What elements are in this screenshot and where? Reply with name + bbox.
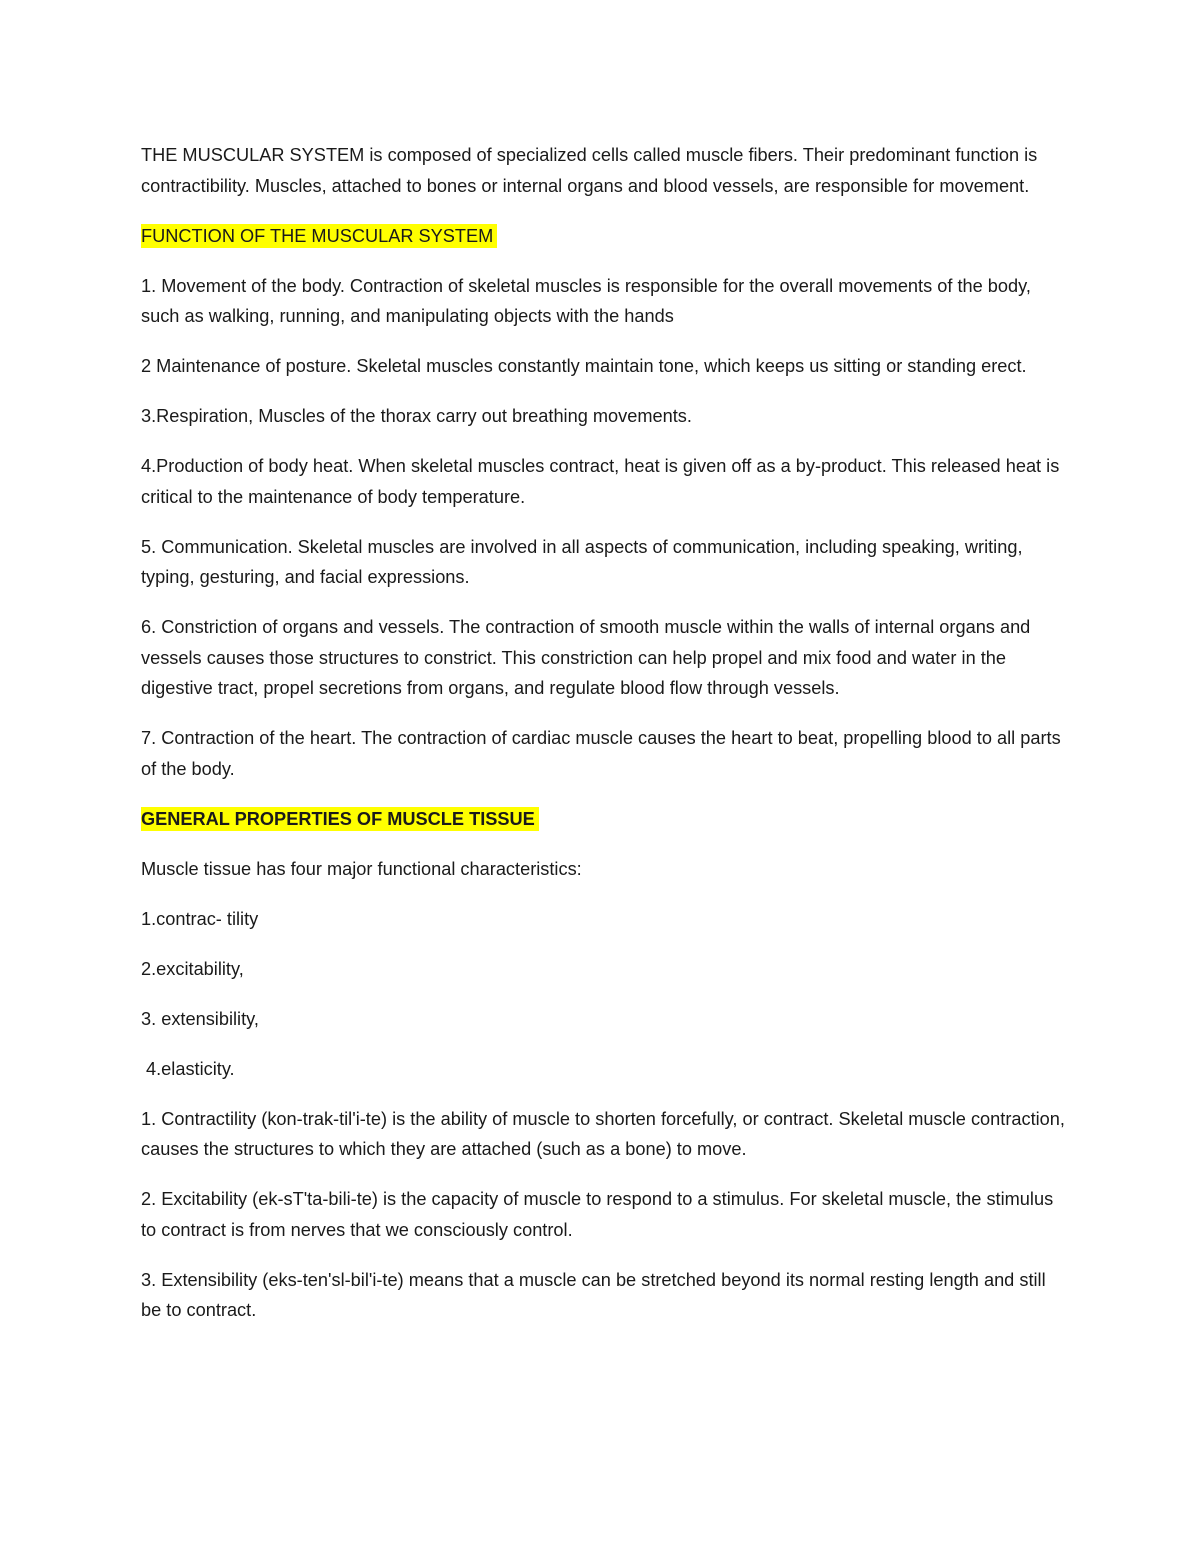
document-page bbox=[141, 140, 1066, 1345]
function-item-6: 6. Constriction of organs and vessels. The contraction of smooth muscle within the walls of internal organs and vessels causes those structures to constrict. This constriction can help propel and mix food and water in the digestive tract, propel secretions from organs, and regulate blood flow through vessels. bbox=[141, 617, 1031, 698]
intro-paragraph: THE MUSCULAR SYSTEM is composed of specialized cells called muscle fibers. Their predominant function is contractibility. Muscles, attached to bones or internal organs and blood vessels, are responsible for movement. bbox=[141, 145, 1038, 196]
function-item-2: 2 Maintenance of posture. Skeletal muscles constantly maintain tone, which keeps us sitting or standing erect. bbox=[141, 356, 1027, 376]
definition-extensibility: 3. Extensibility (eks-ten'sl-bil'i-te) means that a muscle can be stretched beyond its normal resting length and still be to contract. bbox=[141, 1269, 1046, 1320]
properties-heading-line bbox=[141, 804, 1066, 835]
function-item-5: 5. Communication. Skeletal muscles are involved in all aspects of communication, including speaking, writing, typing, gesturing, and facial expressions. bbox=[141, 536, 1023, 587]
properties-intro: Muscle tissue has four major functional characteristics: bbox=[141, 858, 582, 879]
definition-contractility: 1. Contractility (kon-trak-til'i-te) is the ability of muscle to shorten forcefully, or contract. Skeletal muscle contraction, causes the structures to which they are attached (such as a bone) to move. bbox=[141, 1108, 1065, 1159]
characteristic-1: 1.contrac- tility bbox=[141, 908, 259, 929]
function-item-4: 4.Production of body heat. When skeletal muscles contract, heat is given off as a by-product. This released heat is critical to the maintenance of body temperature. bbox=[141, 456, 1060, 507]
characteristic-2: 2.excitability, bbox=[141, 958, 244, 979]
function-item-7: 7. Contraction of the heart. The contraction of cardiac muscle causes the heart to beat, propelling blood to all parts of the body. bbox=[141, 728, 1061, 779]
function-heading-line bbox=[141, 221, 1066, 252]
function-item-3: 3.Respiration, Muscles of the thorax carry out breathing movements. bbox=[141, 406, 692, 426]
function-heading: FUNCTION OF THE MUSCULAR SYSTEM bbox=[141, 224, 497, 248]
function-item-1: 1. Movement of the body. Contraction of skeletal muscles is responsible for the overall movements of the body, such as walking, running, and manipulating objects with the hands bbox=[141, 275, 1031, 326]
characteristic-4: 4.elasticity. bbox=[146, 1058, 235, 1079]
definition-excitability: 2. Excitability (ek-sT'ta-bili-te) is the capacity of muscle to respond to a stimulus. For skeletal muscle, the stimulus to contract is from nerves that we consciously control. bbox=[141, 1189, 1054, 1240]
characteristic-3: 3. extensibility, bbox=[141, 1008, 259, 1029]
properties-heading: GENERAL PROPERTIES OF MUSCLE TISSUE bbox=[141, 807, 539, 831]
